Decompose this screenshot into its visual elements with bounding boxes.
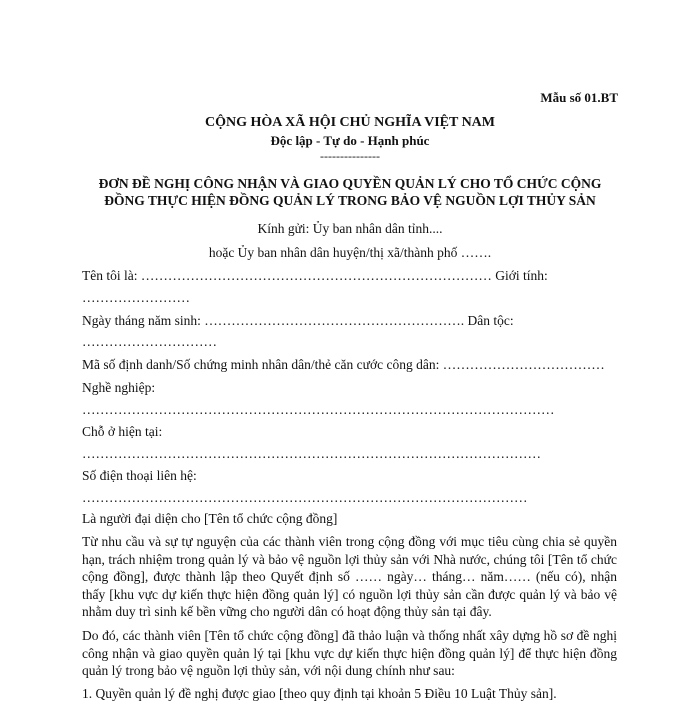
national-motto: Độc lập - Tự do - Hạnh phúc [270,133,430,148]
ethnicity-field-continuation: ………………………… [82,334,217,349]
residence-dots: ………………………………………………………………………………………… [82,446,541,461]
dob-ethnicity-field: Ngày tháng năm sinh: …………………………………………………. Dân tộc: [82,313,514,328]
form-number: Mẫu số 01.BT [540,90,618,105]
occupation-label: Nghề nghiệp: [82,380,156,395]
id-number-field: Mã số định danh/Số chứng minh nhân dân/thẻ căn cước công dân: ……………………………… [82,357,605,372]
recipient-line-2: hoặc Ủy ban nhân dân huyện/thị xã/thành phố ……. [208,245,492,260]
item-1-line: 1. Quyền quản lý đề nghị được giao [theo quy định tại khoản 5 Điều 10 Luật Thủy sản]. [82,686,557,701]
occupation-dots: …………………………………………………………………………………………… [82,402,555,417]
phone-label: Số điện thoại liên hệ: [82,468,197,483]
residence-label: Chỗ ở hiện tại: [82,424,163,439]
document-title-line-2: ĐỒNG THỰC HIỆN ĐỒNG QUẢN LÝ TRONG BẢO VỆ NGUỒN LỢI THỦY SẢN [104,193,596,208]
purpose-paragraph: Từ nhu cầu và sự tự nguyện của các thành viên trong cộng đồng với mục tiêu cùng chia sẻ quyền hạn, trách nhiệm trong quản lý và bảo vệ nguồn lợi thủy sản với Nhà nước, chúng tôi [Tên tổ chức cộng đồng], được thành lập theo Quyết định số …… ngày… tháng… năm…… (nếu có), nhận thấy [khu vực dự kiến thực hiện đồng quản lý] có nguồn lợi thủy sản cần được quản lý và bảo vệ nhằm duy trì sinh kế bền vững cho người dân có hoạt động thủy sản tại đây. [82,534,617,620]
document-title-line-1: ĐƠN ĐỀ NGHỊ CÔNG NHẬN VÀ GIAO QUYỀN QUẢN LÝ CHO TỔ CHỨC CỘNG [98,176,602,191]
header-divider: --------------- [320,149,380,163]
recipient-line-1: Kính gửi: Ủy ban nhân dân tỉnh.... [257,221,443,236]
national-title: CỘNG HÒA XÃ HỘI CHỦ NGHĨA VIỆT NAM [204,115,495,130]
gender-field-continuation: …………………… [82,290,190,305]
agreement-paragraph: Do đó, các thành viên [Tên tổ chức cộng đồng] đã thảo luận và thống nhất xây dựng hồ sơ đề nghị công nhận và giao quyền quản lý tại [khu vực dự kiến thực hiện đồng quản lý] để thực hiện đồng quản lý trong bảo vệ nguồn lợi thủy sản, với nội dung chính như sau: [82,628,617,679]
name-gender-field: Tên tôi là: …………………………………………………………………… Giới tính: [82,268,548,283]
representative-line: Là người đại diện cho [Tên tổ chức cộng đồng] [82,511,338,526]
phone-dots: ……………………………………………………………………………………… [82,490,528,505]
